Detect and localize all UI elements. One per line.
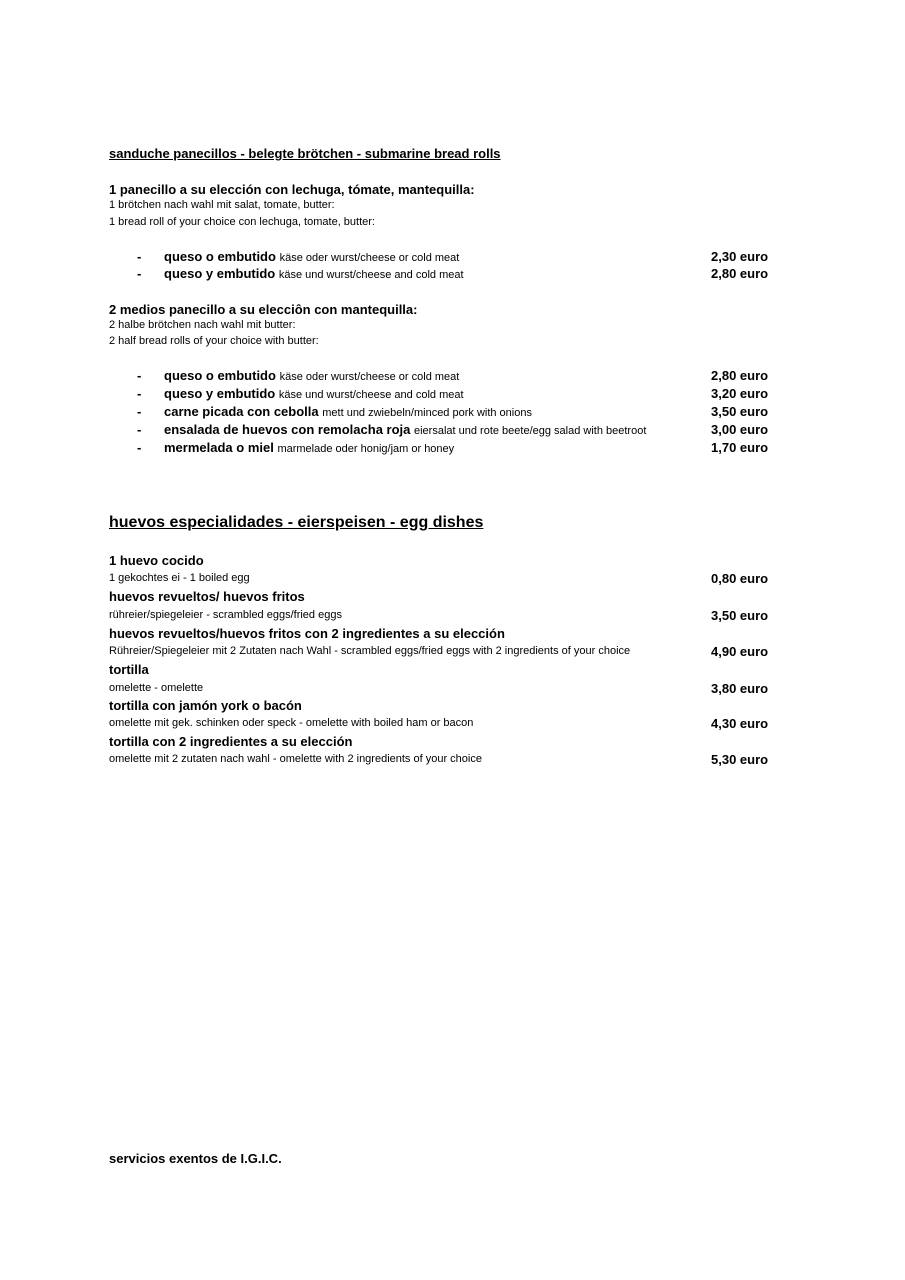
item-price: 3,50 euro (711, 404, 769, 419)
item-name: queso o embutido (164, 249, 276, 264)
item-price: 3,50 euro (711, 608, 769, 623)
egg-item-name: 1 huevo cocido (109, 553, 204, 568)
egg-item-name: tortilla con 2 ingredientes a su elección (109, 734, 353, 749)
egg-item-name: tortilla con jamón york o bacón (109, 698, 302, 713)
egg-item-desc: omelette mit 2 zutaten nach wahl - omelette with 2 ingredients of your choice (109, 753, 482, 765)
egg-item-desc: rühreier/spiegeleier - scrambled eggs/fried eggs (109, 609, 342, 621)
bullet-dash: - (137, 368, 142, 383)
bullet-dash: - (137, 404, 142, 419)
item-desc: käse oder wurst/cheese or cold meat (279, 371, 460, 383)
eggs-section-title: huevos especialidades - eierspeisen - egg dishes (109, 514, 484, 531)
bullet-dash: - (137, 422, 142, 437)
rolls-group2-line-en: 2 half bread rolls of your choice with butter: (109, 335, 319, 347)
egg-item-desc: 1 gekochtes ei - 1 boiled egg (109, 572, 250, 584)
rolls-group2-line-de: 2 halbe brötchen nach wahl mit butter: (109, 319, 296, 331)
item-price: 3,00 euro (711, 422, 769, 437)
egg-item-desc: omelette - omelette (109, 682, 204, 694)
menu-item (137, 249, 459, 264)
item-desc: käse oder wurst/cheese or cold meat (279, 252, 460, 264)
item-price: 3,80 euro (711, 681, 769, 696)
bullet-dash: - (137, 266, 142, 281)
rolls-group1-line-en: 1 bread roll of your choice con lechuga, tomate, butter: (109, 216, 375, 228)
menu-item (137, 266, 464, 281)
rolls-group2-title: 2 medios panecillo a su elecciôn con mantequilla: (109, 302, 418, 317)
item-price: 2,80 euro (711, 266, 769, 281)
item-desc: mett und zwiebeln/minced pork with onions (322, 407, 532, 419)
item-name: carne picada con cebolla (164, 404, 319, 419)
egg-item-name: huevos revueltos/ huevos fritos (109, 589, 305, 604)
menu-item (137, 422, 646, 437)
bullet-dash: - (137, 440, 142, 455)
item-name: ensalada de huevos con remolacha roja (164, 422, 411, 437)
item-price: 4,90 euro (711, 644, 769, 659)
item-price: 0,80 euro (711, 571, 769, 586)
egg-item-desc: omelette mit gek. schinken oder speck - omelette with boiled ham or bacon (109, 717, 474, 729)
egg-item-name: huevos revueltos/huevos fritos con 2 ingredientes a su elección (109, 626, 505, 641)
item-price: 3,20 euro (711, 386, 769, 401)
tax-exempt-note: servicios exentos de I.G.I.C. (109, 1151, 282, 1166)
item-price: 5,30 euro (711, 752, 769, 767)
menu-item (137, 440, 454, 455)
menu-item (137, 386, 464, 401)
item-price: 2,80 euro (711, 368, 769, 383)
item-price: 2,30 euro (711, 249, 769, 264)
item-desc: eiersalat und rote beete/egg salad with beetroot (414, 425, 647, 437)
bullet-dash: - (137, 249, 142, 264)
item-desc: käse und wurst/cheese and cold meat (278, 269, 464, 281)
item-name: mermelada o miel (164, 440, 274, 455)
item-name: queso y embutido (164, 266, 276, 281)
item-name: queso y embutido (164, 386, 276, 401)
rolls-group1-title: 1 panecillo a su elección con lechuga, tómate, mantequilla: (109, 182, 475, 197)
item-price: 1,70 euro (711, 440, 769, 455)
menu-item (137, 404, 532, 419)
rolls-group1-line-de: 1 brötchen nach wahl mit salat, tomate, butter: (109, 199, 335, 211)
bullet-dash: - (137, 386, 142, 401)
item-price: 4,30 euro (711, 716, 769, 731)
menu-item (137, 368, 459, 383)
rolls-section-title: sanduche panecillos - belegte brötchen - submarine bread rolls (109, 146, 501, 161)
egg-item-desc: Rühreier/Spiegeleier mit 2 Zutaten nach Wahl - scrambled eggs/fried eggs with 2 ingredients of your choice (109, 645, 631, 657)
item-name: queso o embutido (164, 368, 276, 383)
item-desc: marmelade oder honig/jam or honey (277, 443, 455, 455)
egg-item-name: tortilla (109, 662, 149, 677)
item-desc: käse und wurst/cheese and cold meat (278, 389, 464, 401)
